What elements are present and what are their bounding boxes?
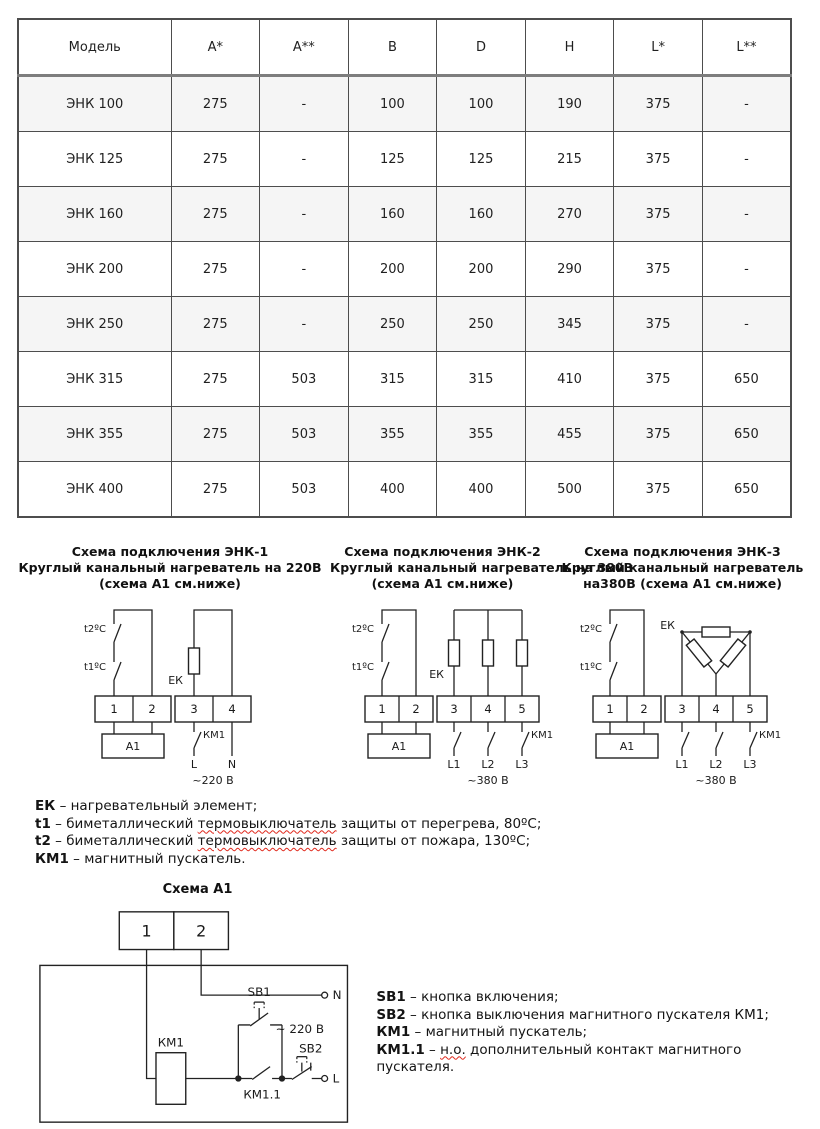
table-cell: 345 — [525, 297, 614, 352]
table-cell: 275 — [171, 76, 260, 132]
heater-element-symbol — [517, 640, 528, 666]
scheme-title-line: на380В (схема А1 см.ниже) — [583, 576, 782, 591]
table-cell: 125 — [437, 132, 526, 187]
table-cell: 400 — [437, 462, 526, 518]
table-cell: ЭНК 315 — [18, 352, 171, 407]
table-cell: 275 — [171, 242, 260, 297]
table-row — [18, 407, 791, 462]
n-terminal — [322, 992, 328, 998]
scheme-enk1-title — [10, 544, 330, 592]
supply-lines — [191, 722, 236, 787]
table-cell: 375 — [614, 242, 703, 297]
table-cell: 275 — [171, 462, 260, 518]
terminal-strip — [593, 696, 767, 722]
table-header-cell: L* — [614, 19, 703, 76]
table-cell: - — [260, 242, 349, 297]
legend-dash: – — [55, 815, 62, 832]
table-cell: 400 — [348, 462, 437, 518]
table-cell: - — [260, 187, 349, 242]
t2-label: t2ºC — [84, 624, 106, 635]
a1-legend — [376, 989, 820, 1077]
dimensions-table-body — [18, 76, 791, 518]
scheme-a1-diagram — [30, 903, 362, 1129]
legend-dash: – — [429, 1041, 436, 1058]
legend-item — [35, 798, 820, 816]
legend-text: кнопка выключения магнитного пускателя КМ1; — [421, 1006, 769, 1023]
legend-text: биметаллический — [66, 833, 198, 849]
legend-text: магнитный пускатель; — [425, 1024, 588, 1040]
table-cell: 503 — [260, 407, 349, 462]
thermal-switch-branch — [580, 610, 644, 696]
table-row — [18, 76, 791, 132]
voltage-label: ~380 В — [467, 774, 509, 787]
wiring-diagrams-section — [10, 544, 820, 788]
terminal-number: 1 — [110, 702, 118, 716]
table-cell: 100 — [348, 76, 437, 132]
legend-term: КМ1.1 — [376, 1041, 425, 1058]
line-label: L1 — [674, 758, 689, 771]
legend-term: t1 — [35, 815, 51, 832]
table-cell: 200 — [437, 242, 526, 297]
terminal-number: 4 — [484, 702, 492, 716]
table-cell: 410 — [525, 352, 614, 407]
legend-item — [35, 833, 820, 851]
heater-element-branch — [429, 610, 527, 696]
table-row — [18, 187, 791, 242]
table-row — [18, 132, 791, 187]
terminal-strip — [119, 912, 228, 950]
heater-legend — [35, 798, 820, 868]
a1-module — [596, 722, 658, 758]
terminal-strip — [95, 696, 251, 722]
legend-dash: – — [59, 798, 67, 814]
scheme-enk2 — [330, 544, 634, 788]
legend-term: ЕК — [35, 798, 56, 814]
supply-lines — [447, 722, 553, 787]
thermal-switch-branch — [84, 610, 152, 696]
table-cell: 503 — [260, 352, 349, 407]
line-label: L1 — [447, 758, 461, 771]
legend-item — [376, 1007, 820, 1025]
table-cell: 375 — [614, 187, 703, 242]
legend-term: SB1 — [376, 989, 406, 1005]
km1-contact-symbol — [488, 722, 495, 756]
table-cell: - — [260, 297, 349, 352]
table-cell: 375 — [614, 407, 703, 462]
table-cell: 375 — [614, 462, 703, 518]
table-header-cell: Модель — [18, 19, 171, 76]
table-cell: 315 — [437, 352, 526, 407]
t1-label: t1ºC — [352, 662, 374, 673]
sb2-label: SB2 — [299, 1041, 323, 1056]
t2-label: t2ºC — [579, 624, 602, 635]
table-cell: ЭНК 355 — [18, 407, 171, 462]
scheme-enk3 — [555, 544, 810, 788]
scheme-title-line: (схема А1 см.ниже) — [99, 576, 241, 591]
table-cell: - — [260, 132, 349, 187]
a1-label: А1 — [391, 740, 407, 753]
table-row — [18, 242, 791, 297]
scheme-title-line: (схема А1 см.ниже) — [371, 576, 514, 591]
km1-contact-symbol — [522, 722, 529, 756]
legend-text: нагревательный элемент; — [70, 798, 258, 814]
table-cell: - — [260, 76, 349, 132]
km1-label: КМ1 — [531, 730, 554, 741]
table-cell: 500 — [525, 462, 614, 518]
l-terminal — [322, 1076, 328, 1082]
table-cell: 160 — [348, 187, 437, 242]
line-label: L — [190, 758, 198, 771]
line-label: L3 — [515, 758, 529, 771]
legend-dash: – — [73, 850, 80, 867]
table-cell: 375 — [614, 297, 703, 352]
legend-text: защиты от перегрева, 80ºС; — [336, 815, 542, 832]
scheme-enk3-diagram — [558, 596, 808, 788]
heater-element-symbol — [702, 627, 730, 637]
scheme-enk2-diagram — [330, 596, 580, 788]
scheme-title-line: Схема подключения ЭНК-1 — [71, 544, 269, 559]
table-cell: 650 — [702, 407, 791, 462]
table-cell: 250 — [437, 297, 526, 352]
km1-contact-symbol — [194, 722, 201, 756]
legend-text-misspelled: термовыключатель — [197, 833, 337, 849]
legend-text: дополнительный контакт магнитного пускателя. — [376, 1041, 742, 1075]
table-cell: ЭНК 250 — [18, 297, 171, 352]
table-cell: 290 — [525, 242, 614, 297]
legend-term: t2 — [35, 833, 51, 849]
scheme-title-line: Круглый канальный нагреватель — [561, 560, 804, 575]
table-cell: 650 — [702, 352, 791, 407]
km1-label: КМ1 — [758, 730, 781, 741]
legend-item — [376, 1042, 820, 1077]
line-label: N — [227, 758, 237, 771]
table-cell: 455 — [525, 407, 614, 462]
scheme-enk2-title — [330, 544, 634, 592]
terminal-number: 1 — [605, 702, 614, 716]
table-cell: 275 — [171, 132, 260, 187]
legend-item — [35, 851, 820, 869]
table-cell: 190 — [525, 76, 614, 132]
ek-label: ЕК — [168, 674, 183, 687]
terminal-number: 3 — [190, 702, 198, 716]
dimensions-table — [17, 18, 792, 518]
table-cell: - — [702, 76, 791, 132]
terminal-number: 4 — [228, 702, 236, 716]
table-row — [18, 462, 791, 518]
table-cell: 315 — [348, 352, 437, 407]
terminal-number: 2 — [412, 702, 420, 716]
legend-term: КМ1 — [35, 850, 69, 867]
table-header-cell: B — [348, 19, 437, 76]
table-cell: ЭНК 125 — [18, 132, 171, 187]
legend-text: магнитный пускатель. — [84, 850, 246, 867]
heater-element-symbol — [189, 648, 200, 674]
table-row — [18, 352, 791, 407]
table-header-cell: A* — [171, 19, 260, 76]
legend-text-misspelled: термовыключатель — [197, 815, 337, 832]
km1-contact-symbol — [682, 722, 689, 756]
terminal-number: 2 — [196, 921, 207, 941]
table-cell: ЭНК 160 — [18, 187, 171, 242]
table-cell: ЭНК 100 — [18, 76, 171, 132]
legend-text: кнопка включения; — [421, 989, 559, 1005]
table-row — [18, 297, 791, 352]
heater-element-symbol — [449, 640, 460, 666]
legend-text: защиты от пожара, 130ºС; — [336, 833, 531, 849]
scheme-title-line: Круглый канальный нагреватель на 380В — [330, 560, 634, 575]
a1-label: А1 — [125, 740, 141, 753]
legend-dash: – — [414, 1024, 422, 1040]
l-label: L — [332, 1071, 340, 1086]
table-cell: 275 — [171, 187, 260, 242]
terminal-number: 5 — [745, 702, 754, 716]
heater-delta-branch — [660, 619, 752, 696]
thermal-switch-branch — [352, 610, 416, 696]
table-cell: 375 — [614, 76, 703, 132]
terminal-number: 3 — [450, 702, 458, 716]
line-label: L3 — [742, 758, 757, 771]
km1-contact-symbol — [454, 722, 461, 756]
table-header-cell: H — [525, 19, 614, 76]
n-label: N — [332, 988, 342, 1003]
legend-text: биметаллический — [66, 815, 198, 832]
table-cell: 125 — [348, 132, 437, 187]
table-cell: - — [702, 187, 791, 242]
legend-term: КМ1 — [376, 1024, 411, 1040]
t2-label: t2ºC — [352, 624, 374, 635]
table-cell: 100 — [437, 76, 526, 132]
terminal-number: 4 — [711, 702, 720, 716]
heater-element-branch — [168, 610, 232, 696]
legend-dash: – — [410, 989, 417, 1005]
line-label: L2 — [708, 758, 723, 771]
table-cell: 275 — [171, 407, 260, 462]
table-header-cell: A** — [260, 19, 349, 76]
terminal-number: 5 — [518, 702, 526, 716]
legend-dash: – — [55, 833, 62, 849]
table-cell: 250 — [348, 297, 437, 352]
scheme-enk1-diagram — [45, 596, 295, 788]
km11-label: КМ1.1 — [243, 1087, 281, 1102]
table-cell: 215 — [525, 132, 614, 187]
legend-item — [376, 989, 820, 1007]
terminal-number: 1 — [141, 921, 152, 941]
terminal-number: 2 — [639, 702, 648, 716]
ek-label: ЕК — [429, 668, 444, 681]
legend-term: SB2 — [376, 1006, 406, 1023]
legend-item — [35, 816, 820, 834]
table-cell: 355 — [348, 407, 437, 462]
legend-dash: – — [410, 1006, 417, 1023]
table-cell: - — [702, 242, 791, 297]
scheme-title-line: Круглый канальный нагреватель на 220В — [18, 560, 322, 575]
scheme-a1-title: Схема А1 — [162, 882, 233, 897]
heater-element-symbol — [483, 640, 494, 666]
scheme-title-line: Схема подключения ЭНК-3 — [584, 544, 781, 559]
km1-coil-symbol — [156, 1053, 186, 1105]
ek-label: ЕК — [659, 619, 675, 632]
table-cell: 355 — [437, 407, 526, 462]
t1-label: t1ºC — [579, 662, 602, 673]
a1-label: А1 — [619, 740, 634, 753]
table-header-row — [18, 19, 791, 76]
table-cell: 160 — [437, 187, 526, 242]
scheme-enk1 — [10, 544, 330, 788]
table-cell: - — [702, 132, 791, 187]
terminal-number: 2 — [148, 702, 156, 716]
legend-text-misspelled: н.о. — [440, 1041, 466, 1058]
km1-contact-symbol — [750, 722, 757, 756]
voltage-label: ~380 В — [694, 774, 737, 787]
table-cell: 200 — [348, 242, 437, 297]
table-cell: 275 — [171, 297, 260, 352]
line-label: L2 — [481, 758, 495, 771]
terminal-number: 3 — [677, 702, 686, 716]
table-cell: 275 — [171, 352, 260, 407]
voltage-label: ~220 В — [192, 774, 234, 787]
table-cell: 650 — [702, 462, 791, 518]
voltage-label: ~ 220 В — [275, 1021, 325, 1036]
km1-contact-symbol — [716, 722, 723, 756]
table-cell: 375 — [614, 352, 703, 407]
t1-label: t1ºC — [84, 662, 106, 673]
scheme-a1-section — [30, 882, 820, 1129]
km1-label: КМ1 — [157, 1035, 185, 1050]
heater-element-symbol — [686, 639, 711, 667]
legend-item — [376, 1024, 820, 1042]
heater-element-symbol — [720, 639, 745, 667]
scheme-enk3-title — [555, 544, 810, 592]
table-header-cell: D — [437, 19, 526, 76]
a1-module — [368, 722, 430, 758]
km1-label: КМ1 — [203, 730, 226, 741]
terminal-strip — [365, 696, 539, 722]
table-cell: 375 — [614, 132, 703, 187]
table-header-cell: L** — [702, 19, 791, 76]
table-cell: - — [702, 297, 791, 352]
scheme-title-line: Схема подключения ЭНК-2 — [344, 544, 541, 559]
table-cell: ЭНК 200 — [18, 242, 171, 297]
sb1-label: SB1 — [247, 985, 271, 1000]
terminal-number: 1 — [378, 702, 386, 716]
table-cell: ЭНК 400 — [18, 462, 171, 518]
a1-module — [102, 722, 164, 758]
table-cell: 270 — [525, 187, 614, 242]
supply-lines — [675, 722, 781, 787]
table-cell: 503 — [260, 462, 349, 518]
